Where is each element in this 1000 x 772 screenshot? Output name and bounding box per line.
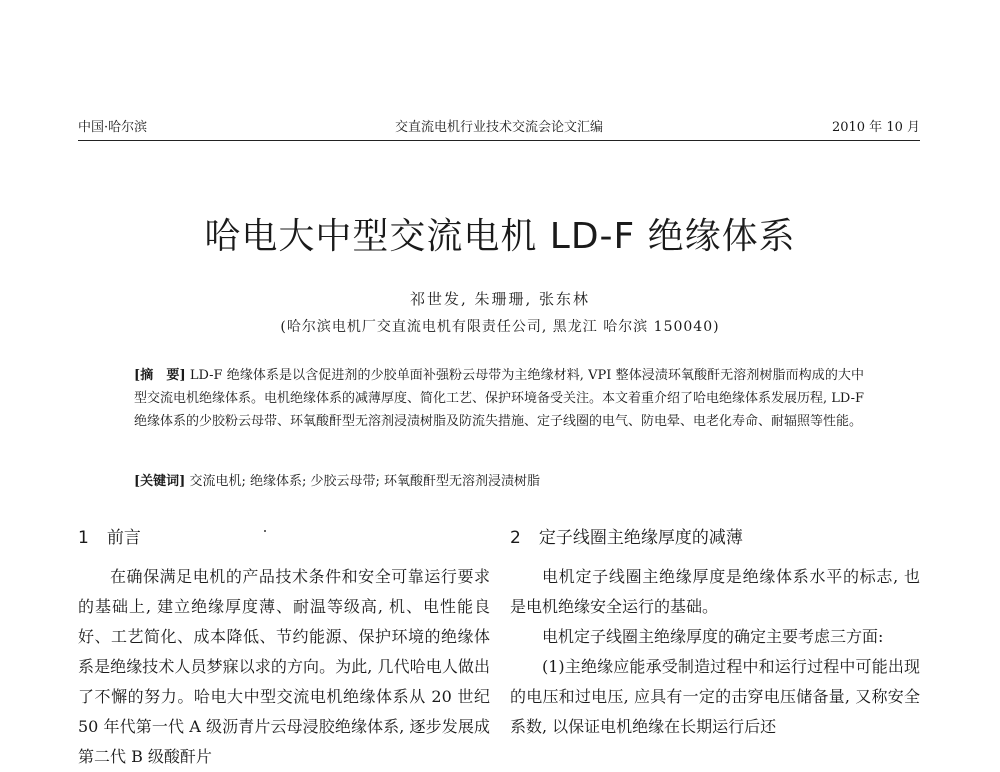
- abstract-label: [摘 要]: [134, 368, 186, 383]
- header-location: 中国·哈尔滨: [78, 120, 148, 135]
- keywords-text: 交流电机; 绝缘体系; 少胶云母带; 环氧酸酐型无溶剂浸渍树脂: [189, 474, 540, 489]
- section-heading: [510, 524, 920, 552]
- scan-speck: [264, 530, 266, 532]
- section-heading: [78, 524, 490, 552]
- abstract-text: LD-F 绝缘体系是以含促进剂的少胶单面补强粉云母带为主绝缘材料, VPI 整体浸渍环氧酸酐无溶剂树脂而构成的大中型交流电机绝缘体系。电机绝缘体系的减薄厚度、简化工艺、保护环境备受关注。本文着重介绍了哈电绝缘体系发展历程, LD-F 绝缘体系的少胶粉云母带、环氧酸酐型无溶剂浸渍树脂及防流失措施、定子线圈的电气、防电晕、电老化寿命、耐辐照等性能。: [134, 368, 864, 429]
- right-column: [510, 524, 920, 742]
- keywords: [134, 470, 864, 489]
- body-paragraph: 在确保满足电机的产品技术条件和安全可靠运行要求的基础上, 建立绝缘厚度薄、耐温等级高, 机、电性能良好、工艺简化、成本降低、节约能源、保护环境的绝缘体系是绝缘技术人员梦寐以求的方向。为此, 几代哈电人做出了不懈的努力。哈电大中型交流电机绝缘体系从 20 世纪 50 年代第一代 A 级沥青片云母浸胶绝缘体系, 逐步发展成第二代 B 级酸酐片: [78, 567, 490, 766]
- section-number: 1: [78, 528, 89, 548]
- section-title: 定子线圈主绝缘厚度的减薄: [538, 528, 743, 548]
- body-paragraph: (1)主绝缘应能承受制造过程中和运行过程中可能出现的电压和过电压, 应具有一定的击穿电压储备量, 又称安全系数, 以保证电机绝缘在长期运行后还: [510, 657, 920, 736]
- keywords-label: [关键词]: [134, 474, 186, 489]
- body-paragraph: 电机定子线圈主绝缘厚度的确定主要考虑三方面:: [542, 627, 884, 646]
- author-list: 祁世发, 朱珊珊, 张东林: [409, 290, 591, 308]
- header-proceedings: 交直流电机行业技术交流会论文汇编: [394, 120, 603, 135]
- section-number: 2: [510, 528, 521, 548]
- running-header: [78, 116, 920, 136]
- affiliation: (哈尔滨电机厂交直流电机有限责任公司, 黑龙江 哈尔滨 150040): [280, 319, 720, 335]
- abstract: [134, 364, 864, 433]
- section-title: 前言: [106, 528, 141, 548]
- body-paragraph: 电机定子线圈主绝缘厚度是绝缘体系水平的标志, 也是电机绝缘安全运行的基础。: [510, 567, 920, 616]
- header-date: 2010 年 10 月: [831, 120, 920, 135]
- header-rule: [78, 140, 920, 141]
- paper-title: 哈电大中型交流电机 LD-F 绝缘体系: [204, 216, 796, 257]
- left-column: [78, 524, 490, 772]
